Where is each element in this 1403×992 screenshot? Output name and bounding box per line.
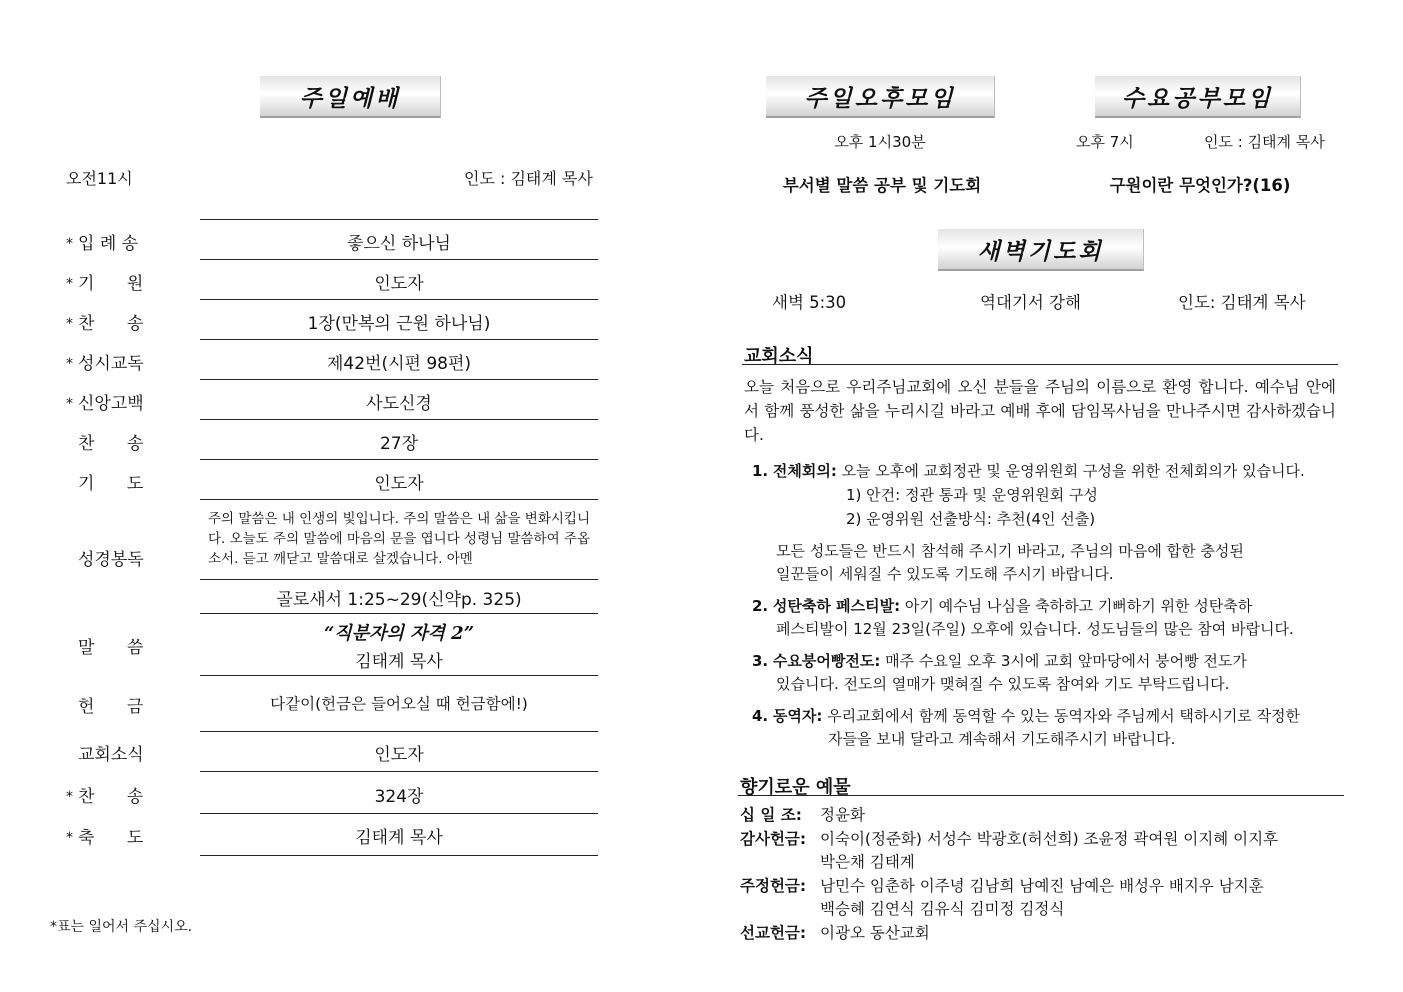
order-value: 인도자 [374, 474, 424, 494]
scripture-prayer: 주의 말씀은 내 인생의 빛입니다. 주의 말씀은 내 삶을 변화시킵니다. 오늘도 주의 말씀에 마음의 문을 엽니다 성령님 말씀하여 주옵소서. 듣고 깨닫고 말씀대로 살겠습니다. 아멘 [208, 511, 590, 567]
divider [200, 499, 598, 500]
order-value: 인도자 [374, 745, 424, 765]
order-value: 다같이(헌금은 들어오실 때 헌금함에!) [270, 695, 528, 713]
order-value: 인도자 [374, 274, 424, 294]
wednesday-topic: 구원이란 무엇인가?(16) [1109, 176, 1291, 195]
order-label: 기 도 [78, 474, 144, 494]
afternoon-time: 오후 1시30분 [834, 133, 926, 151]
order-label: 찬 송 [78, 434, 144, 454]
news-item-1: 1. 전체회의: 오늘 오후에 교회정관 및 운영위원회 구성을 위한 전체회의가 있습니다. [752, 462, 1305, 480]
order-value: 제42번(시편 98편) [326, 354, 472, 374]
order-value: 사도신경 [366, 394, 432, 414]
divider [200, 579, 598, 580]
offering-names: 이숙이(정준화) 서성수 박광호(허선희) 조윤정 곽여원 이지혜 이지후 [820, 830, 1279, 848]
news-item-2-cont: 페스티발이 12월 23일(주일) 오후에 있습니다. 성도님들의 많은 참여 바랍니다. [776, 620, 1294, 638]
order-label: 헌 금 [78, 697, 144, 717]
order-label: * 기 원 [66, 274, 144, 294]
sunday-worship-title: 주일예배 [260, 76, 441, 118]
dawn-leader: 인도: 김태계 목사 [1178, 293, 1306, 312]
dawn-time: 새벽 5:30 [772, 293, 847, 312]
offering-names: 남민수 임춘하 이주녕 김남희 남예진 남예은 배성우 배지우 남지훈 [820, 877, 1264, 895]
offering-names: 정윤화 [820, 806, 865, 824]
news-item-1-sub2: 2) 운영위원 선출방식: 추천(4인 선출) [846, 510, 1096, 528]
order-label: * 신앙고백 [66, 394, 144, 414]
wednesday-time: 오후 7시 [1076, 133, 1134, 151]
divider [200, 731, 598, 732]
order-value: 324장 [374, 787, 424, 807]
offering-heading: 향기로운 예물 [740, 777, 851, 798]
offering-label: 주정헌금: [740, 877, 807, 895]
divider [200, 813, 598, 814]
order-label: * 입 례 송 [66, 234, 139, 254]
scripture-reference: 골로새서 1:25~29(신약p. 325) [276, 590, 522, 610]
order-label: * 성시교독 [66, 354, 144, 374]
order-label: * 찬 송 [66, 314, 144, 334]
divider [200, 259, 598, 260]
divider [200, 771, 598, 772]
wednesday-leader: 인도 : 김태계 목사 [1204, 133, 1325, 151]
divider [200, 339, 598, 340]
divider [200, 299, 598, 300]
offering-names: 이광오 동산교회 [820, 924, 930, 942]
news-intro: 오늘 처음으로 우리주님교회에 오신 분들을 주님의 이름으로 환영 합니다. 예수님 안에서 함께 풍성한 삶을 누리시길 바라고 예배 후에 담임목사님을 만나주시면 감사하겠습니다. [744, 378, 1336, 444]
news-item-4: 4. 동역자: 우리교회에서 함께 동역할 수 있는 동역자와 주님께서 택하시기로 작정한 [752, 707, 1301, 725]
offering-label: 선교헌금: [740, 924, 807, 942]
afternoon-topic: 부서별 말씀 공부 및 기도회 [782, 176, 982, 195]
offering-names-cont: 백승혜 김연식 김유식 김미정 김정식 [820, 900, 1065, 918]
offering-label: 감사헌금: [740, 830, 807, 848]
order-value: 1장(만복의 근원 하나님) [307, 314, 491, 334]
news-item-4-cont: 자들을 보내 달라고 계속해서 기도해주시기 바랍니다. [828, 730, 1176, 748]
order-value: 김태계 목사 [355, 828, 443, 848]
news-item-1-sub1: 1) 안건: 정관 통과 및 운영위원회 구성 [846, 486, 1098, 504]
divider [742, 364, 1338, 365]
divider [200, 613, 598, 614]
dawn-prayer-title: 새벽기도회 [938, 229, 1144, 271]
divider [200, 675, 598, 676]
worship-leader: 인도 : 김태계 목사 [464, 169, 593, 188]
offering-names-cont: 박은채 김태계 [820, 853, 915, 871]
order-label: * 찬 송 [66, 787, 144, 807]
sermon-title: “직분자의 자격 2” [323, 623, 475, 644]
order-label: * 축 도 [66, 828, 144, 848]
church-news-heading: 교회소식 [744, 346, 814, 367]
news-item-3-cont: 있습니다. 전도의 열매가 맺혀질 수 있도록 참여와 기도 부탁드립니다. [776, 675, 1230, 693]
sermon-preacher: 김태계 목사 [355, 652, 443, 672]
dawn-book: 역대기서 강해 [980, 293, 1081, 312]
standing-note: *표는 일어서 주십시오. [50, 919, 193, 935]
order-value: 27장 [379, 434, 419, 454]
divider [200, 379, 598, 380]
afternoon-meeting-title: 주일오후모임 [766, 76, 995, 118]
order-label: 교회소식 [78, 745, 144, 765]
order-value: 좋으신 하나님 [347, 234, 451, 254]
news-item-2: 2. 성탄축하 페스티발: 아기 예수님 나심을 축하하고 기뻐하기 위한 성탄축하 [752, 597, 1253, 615]
scripture-label: 성경봉독 [78, 550, 144, 570]
divider [200, 855, 598, 856]
divider [200, 459, 598, 460]
wednesday-study-title: 수요공부모임 [1095, 76, 1301, 118]
news-item-1-note2: 일꾼들이 세워질 수 있도록 기도해 주시기 바랍니다. [776, 565, 1114, 583]
divider [200, 219, 598, 220]
offering-label: 십 일 조: [740, 806, 802, 824]
divider [200, 419, 598, 420]
news-item-1-note1: 모든 성도들은 반드시 참석해 주시기 바라고, 주님의 마음에 합한 충성된 [776, 542, 1244, 560]
sermon-label: 말 씀 [78, 638, 144, 658]
divider [738, 795, 1344, 796]
worship-time: 오전11시 [66, 169, 133, 188]
news-item-3: 3. 수요붕어빵전도: 매주 수요일 오후 3시에 교회 앞마당에서 붕어빵 전도가 [752, 652, 1247, 670]
